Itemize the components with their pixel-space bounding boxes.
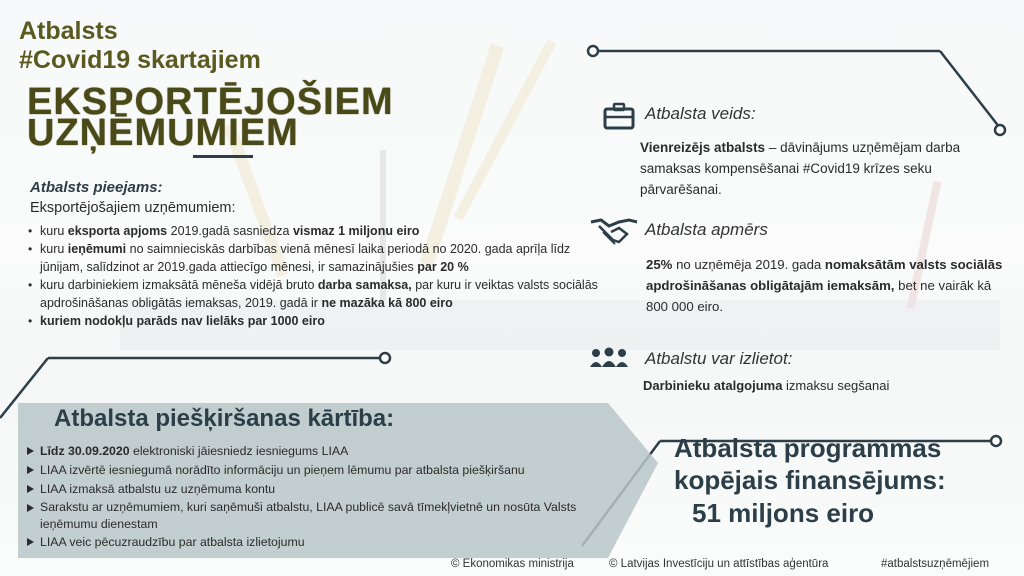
- availability-list: [26, 222, 601, 330]
- type-desc: – dāvinājums uzņēmējam darba samaksas kompensēšanai #Covid19 krīzes seku pārvarēšanai.: [640, 140, 961, 197]
- amount-text: 25% no uzņēmēja 2019. gada nomaksātām valsts sociālās apdrošināšanas obligātajām iemaksām, bet ne vairāk kā 800 000 eiro.: [646, 257, 1003, 314]
- footer-hashtag: #atbalstsuzņēmējiem: [881, 558, 990, 570]
- title-underline: [193, 155, 253, 158]
- list-item: Sarakstu ar uzņēmumiem, kuri saņēmuši atbalstu, LIAA publicē savā tīmekļvietnē un nosūta Valsts ieņēmumu dienestam: [26, 499, 606, 533]
- list-item: LIAA izvērtē iesniegumā norādīto informāciju un pieņem lēmumu par atbalsta piešķiršanu: [26, 461, 606, 480]
- availability-title: Atbalsts pieejams:: [30, 179, 163, 196]
- handshake-icon: [589, 216, 639, 248]
- usage-title: Atbalstu var izlietot:: [645, 349, 793, 368]
- availability-intro: Eksportējošajiem uzņēmumiem:: [30, 200, 236, 216]
- page-title-line1: EKSPORTĒJOŠIEM: [27, 81, 394, 123]
- funding-line2: kopējais finansējums:: [674, 465, 946, 495]
- footer-credit-liaa: © Latvijas Investīciju un attīstības aģentūra: [609, 558, 829, 570]
- footer-credit-ministry: © Ekonomikas ministrija: [451, 558, 574, 570]
- procedure-list: [26, 442, 606, 552]
- list-item: LIAA veic pēcuzraudzību par atbalsta izlietojumu: [26, 533, 606, 552]
- list-item: Līdz 30.09.2020 elektroniski jāiesniedz iesniegums LIAA: [26, 442, 606, 461]
- amount-title: Atbalsta apmērs: [645, 220, 768, 239]
- people-icon: [589, 347, 629, 369]
- header-line1: Atbalsts: [19, 17, 118, 45]
- list-item: • kuriem nodokļu parāds nav lielāks par 1000 eiro: [26, 312, 601, 330]
- procedure-title: Atbalsta piešķiršanas kārtība:: [54, 405, 395, 432]
- briefcase-icon: [603, 102, 635, 130]
- type-bold: Vienreizējs atbalsts: [640, 140, 766, 155]
- funding-line1: Atbalsta programmas: [674, 433, 942, 463]
- header-line2: #Covid19 skartajiem: [19, 46, 261, 74]
- usage-text: Darbinieku atalgojuma izmaksu segšanai: [643, 378, 890, 393]
- list-item: LIAA izmaksā atbalstu uz uzņēmuma kontu: [26, 480, 606, 499]
- type-text: [640, 137, 1015, 200]
- list-item: • kuru eksporta apjoms 2019.gadā sasniedza vismaz 1 miljonu eiro: [26, 222, 601, 240]
- list-item: • kuru darbiniekiem izmaksātā mēneša vidējā bruto darba samaksa, par kuru ir veiktas valsts sociālās apdrošināšanas obligātās iemaksas, 2019. gadā ir ne mazāka kā 800 eiro: [26, 276, 601, 312]
- funding-amount: 51 miljons eiro: [692, 498, 875, 528]
- type-title: Atbalsta veids:: [645, 104, 756, 123]
- list-item: • kuru ieņēmumi no saimnieciskās darbības vienā mēnesī laika periodā no 2020. gada aprīļa līdz jūnijam, salīdzinot ar 2019.gada attiecīgo mēnesi, ir samazinājušies par 20 %: [26, 240, 601, 276]
- page-title-line2: UZŅĒMUMIEM: [27, 112, 299, 154]
